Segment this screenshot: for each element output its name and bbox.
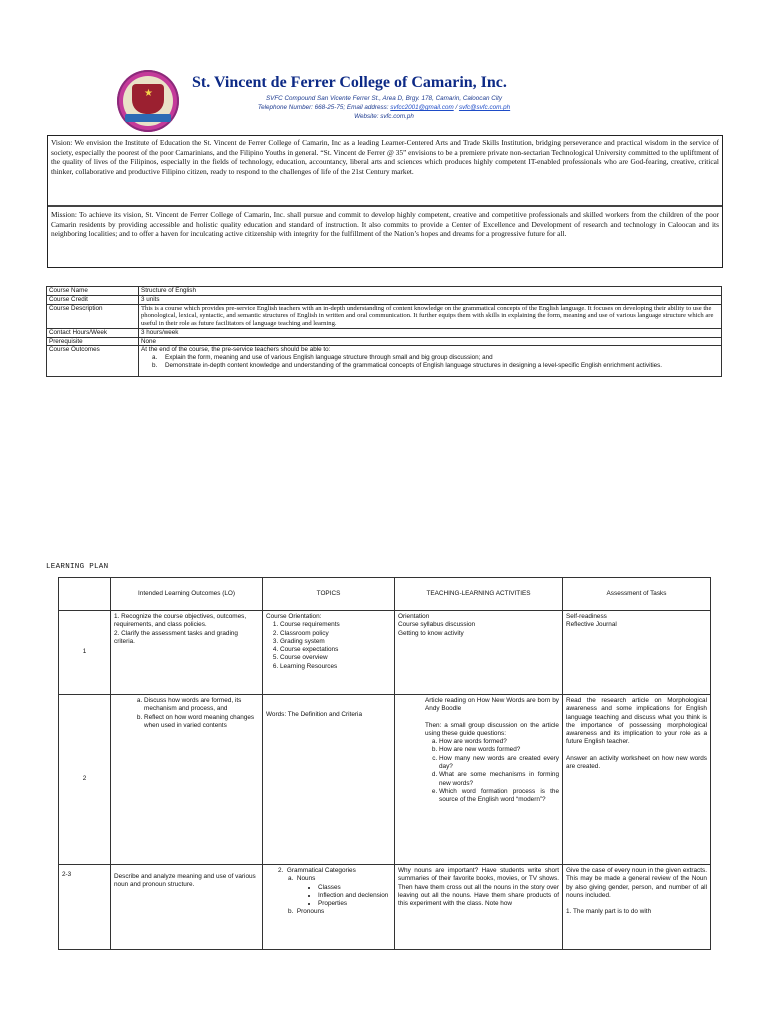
course-name-label: Course Name xyxy=(47,287,139,296)
list-item: 6. Learning Resources xyxy=(280,663,391,671)
learning-outcomes-cell xyxy=(111,695,263,865)
contact-hours-label: Contact Hours/Week xyxy=(47,328,139,337)
activities-cell: Orientation Course syllabus discussion Getting to know activity xyxy=(395,611,563,695)
course-description-value: This is a course which provides pre-service English teachers with an in-depth understanding of content knowledge on the grammatical concepts of the English language. It focuses on developing their ability to use the phonological, lexical, syntactic, and semantic structures of English in written and oral communication. It further equips them with skills in explaining the form, meaning and use of various language structure which are useful in their role as future facilitators of language teaching and learning. xyxy=(139,304,722,328)
contact-hours-value: 3 hours/week xyxy=(139,328,722,337)
prerequisite-value: None xyxy=(139,337,722,346)
list-item: a. How are words formed? xyxy=(439,738,559,746)
list-item: • Inflection and declension xyxy=(318,892,391,900)
contact-line: Telephone Number: 668-25-75; Email address: svfcc2001@gmail.com / svfc@svfc.com.ph xyxy=(257,104,511,111)
course-credit-label: Course Credit xyxy=(47,295,139,304)
list-item: a. Explain the form, meaning and use of various English language structure through small and big group discussion; and xyxy=(159,354,719,362)
list-item: 2. Classroom policy xyxy=(280,630,391,638)
table-row xyxy=(47,295,722,304)
list-item: c. How many new words are created every day? xyxy=(439,755,559,772)
college-address: SVFC Compound San Vicente Ferrer St., Area D, Brgy. 178, Camarin, Caloocan City xyxy=(265,95,503,102)
week-number: 1 xyxy=(59,611,111,695)
learning-plan-table xyxy=(58,577,711,950)
table-header-row xyxy=(59,578,711,611)
table-row xyxy=(47,346,722,376)
college-name: St. Vincent de Ferrer College of Camarin, Inc. xyxy=(192,74,507,91)
column-header: TOPICS xyxy=(263,578,395,611)
table-row xyxy=(59,695,711,865)
outcomes-list xyxy=(141,354,719,376)
email-link-1[interactable]: svfcc2001@gmail.com xyxy=(390,104,454,111)
course-outcomes-value xyxy=(139,346,722,376)
list-item: b. How are new words formed? xyxy=(439,746,559,754)
course-info-table xyxy=(46,286,722,377)
table-row xyxy=(59,611,711,695)
column-header: Intended Learning Outcomes (LO) xyxy=(111,578,263,611)
assessment-cell: Give the case of every noun in the given extracts. This may be made a general review of the Noun by also giving gender, person, and number of all nouns included. 1. The manly part is to do with xyxy=(563,865,711,950)
website-line: Website: svfc.com.ph xyxy=(354,113,414,120)
list-item: b. Reflect on how word meaning changes when used in varied contents xyxy=(144,714,259,731)
outcomes-intro: At the end of the course, the pre-service teachers should be able to: xyxy=(141,346,331,354)
mission-text: Mission: To achieve its vision, St. Vincent de Ferrer College of Camarin, Inc. shall pursue and commit to develop highly competent, creative and competitive professionals and skilled workers from the children of the poor Camarin residents by providing accessible and holistic quality education and standard of instruction. It also commits to provide a Center of Excellence and Development of research and technology in Caloocan and its neighboring localities; and to offer a haven for inculcating active citizenship with integrity for the fulfillment of the Nation’s hopes and dreams for a progressive future for all. xyxy=(51,210,719,239)
column-header: TEACHING-LEARNING ACTIVITIES xyxy=(395,578,563,611)
table-row xyxy=(59,865,711,950)
list-item: • Classes xyxy=(318,884,391,892)
prerequisite-label: Prerequisite xyxy=(47,337,139,346)
email-link-2[interactable]: svfc@svfc.com.ph xyxy=(458,104,511,111)
week-number: 2 xyxy=(59,695,111,865)
list-item: a. Discuss how words are formed, its mechanism and process, and xyxy=(144,697,259,714)
learning-outcomes-cell: 1. Recognize the course objectives, outcomes, requirements, and class policies. 2. Clarify the assessment tasks and grading criteria. xyxy=(111,611,263,695)
week-number: 2-3 xyxy=(59,865,111,950)
course-name-value: Structure of English xyxy=(139,287,722,296)
list-item: e. Which word formation process is the source of the English word “modern”? xyxy=(439,788,559,805)
activities-cell: Article reading on How New Words are born by Andy Boodle Then: a small group discussion on the article using these guide questions: a. How are words formed? b. How are new words formed? c. How many new words are created every day? d. What are some mechanisms in forming new words? e. Which word formation process is the source of the English word “modern”? xyxy=(395,695,563,865)
activities-cell: Why nouns are important? Have students write short summaries of their favorite books, movies, or TV shows. Then have them cross out all the nouns in the story over leaving out all the nouns. Have them share products of this experiment with the class. Note how xyxy=(395,865,563,950)
assessment-cell: Read the research article on Morphological awareness and some implications for English language teaching and discuss what you think is the importance of possessing morphological awareness and its implication to your role as a future English teacher. Answer an activity worksheet on how new words are created. xyxy=(563,695,711,865)
table-row xyxy=(47,304,722,328)
topics-cell: 2. Grammatical Categories a. Nouns • Classes • Inflection and declension • Properties b. Pronouns xyxy=(263,865,395,950)
topics-cell: Course Orientation: 1. Course requirements 2. Classroom policy 3. Grading system 4. Course expectations 5. Course overview 6. Learning Resources xyxy=(263,611,395,695)
learning-plan-heading: LEARNING PLAN xyxy=(46,563,109,571)
table-row xyxy=(47,287,722,296)
list-item: d. What are some mechanisms in forming new words? xyxy=(439,771,559,788)
course-description-label: Course Description xyxy=(47,304,139,328)
college-seal-logo: ★ xyxy=(117,70,179,132)
topics-cell: Words: The Definition and Criteria xyxy=(263,695,395,865)
learning-outcomes-cell: Describe and analyze meaning and use of various noun and pronoun structure. xyxy=(111,865,263,950)
column-header-week xyxy=(59,578,111,611)
course-outcomes-label: Course Outcomes xyxy=(47,346,139,376)
column-header: Assessment of Tasks xyxy=(563,578,711,611)
list-item: • Properties xyxy=(318,900,391,908)
vision-mission-box xyxy=(47,135,723,268)
course-credit-value: 3 units xyxy=(139,295,722,304)
list-item: 1. Course requirements xyxy=(280,621,391,629)
list-item: b. Demonstrate in-depth content knowledge and understanding of the grammatical concepts of English language structures in designing a level-specific English enrichment activities. xyxy=(159,362,719,370)
list-item: 5. Course overview xyxy=(280,654,391,662)
list-item: 3. Grading system xyxy=(280,638,391,646)
vision-text: Vision: We envision the Institute of Education the St. Vincent de Ferrer College of Camarin, Inc as a leading Learner-Centered Arts and Trade Skills Institution, bridging perseverance and practical wisdom in the service of society, especially the poorest of the poor Camarinians, and the Filipino Youths in general. “St. Vincent de Ferrer @ 35” envisions to be a premiere private non-sectarian Technological University committed to the upliftment of the quality of lives of the Filipinos, especially in the fields of technology, education, accountancy, liberal arts and sciences which produces highly competent IT-enabled professionals who are God-fearing, creative, critical thinker, collaborative and productive Filipino citizen, ready to respond to the challenges of life of the 21st Century market. xyxy=(48,136,722,206)
assessment-cell: Self-readiness Reflective Journal xyxy=(563,611,711,695)
table-row xyxy=(47,337,722,346)
table-row xyxy=(47,328,722,337)
list-item: 4. Course expectations xyxy=(280,646,391,654)
